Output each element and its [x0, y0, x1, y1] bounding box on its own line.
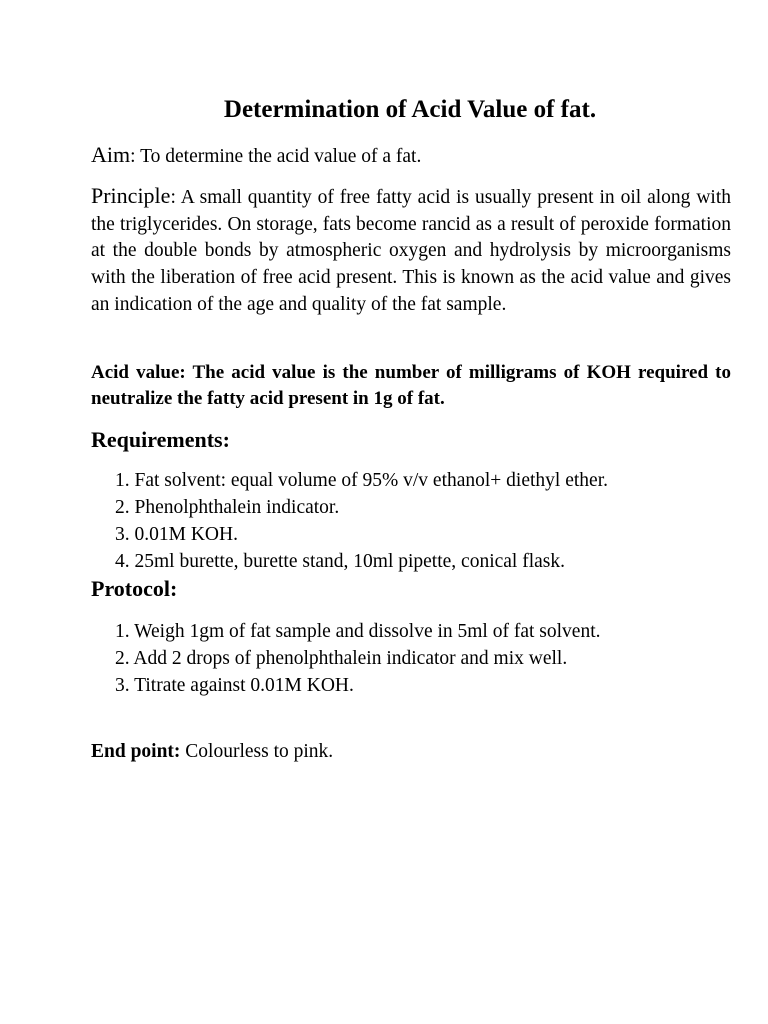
list-item: 3. Titrate against 0.01M KOH. — [115, 675, 354, 696]
list-item: 2. Add 2 drops of phenolphthalein indicator and mix well. — [115, 648, 568, 669]
list-item: 4. 25ml burette, burette stand, 10ml pipette, conical flask. — [115, 551, 566, 572]
end-point-label: End point: — [91, 741, 181, 762]
principle-section — [91, 183, 731, 319]
protocol-list — [115, 618, 601, 699]
principle-text: : A small quantity of free fatty acid is usually present in oil along with the triglycerides. On storage, fats become rancid as a result of peroxide formation at the double bonds by atmospheric oxygen and hydrolysis by microorganisms with the liberation of free acid present. This is known as the acid value and gives an indication of the age and quality of the fat sample. — [91, 187, 731, 315]
end-point-text: Colourless to pink. — [180, 741, 334, 762]
aim-label: Aim — [91, 142, 131, 167]
acid-value-definition: Acid value: The acid value is the number of milligrams of KOH required to neutralize the fatty acid present in 1g of fat. — [91, 362, 731, 409]
list-item: 1. Fat solvent: equal volume of 95% v/v ethanol+ diethyl ether. — [115, 470, 608, 491]
list-item: 1. Weigh 1gm of fat sample and dissolve in 5ml of fat solvent. — [115, 621, 601, 642]
aim-text: : To determine the acid value of a fat. — [130, 146, 422, 167]
protocol-heading: Protocol: — [91, 576, 178, 601]
principle-label: Principle — [91, 183, 171, 208]
end-point-section — [91, 739, 333, 765]
requirements-list — [115, 467, 608, 575]
document-title: Determination of Acid Value of fat. — [223, 96, 597, 123]
aim-section — [91, 142, 731, 170]
requirements-heading: Requirements: — [91, 427, 230, 452]
list-item: 2. Phenolphthalein indicator. — [115, 497, 340, 518]
list-item: 3. 0.01M KOH. — [115, 524, 238, 545]
